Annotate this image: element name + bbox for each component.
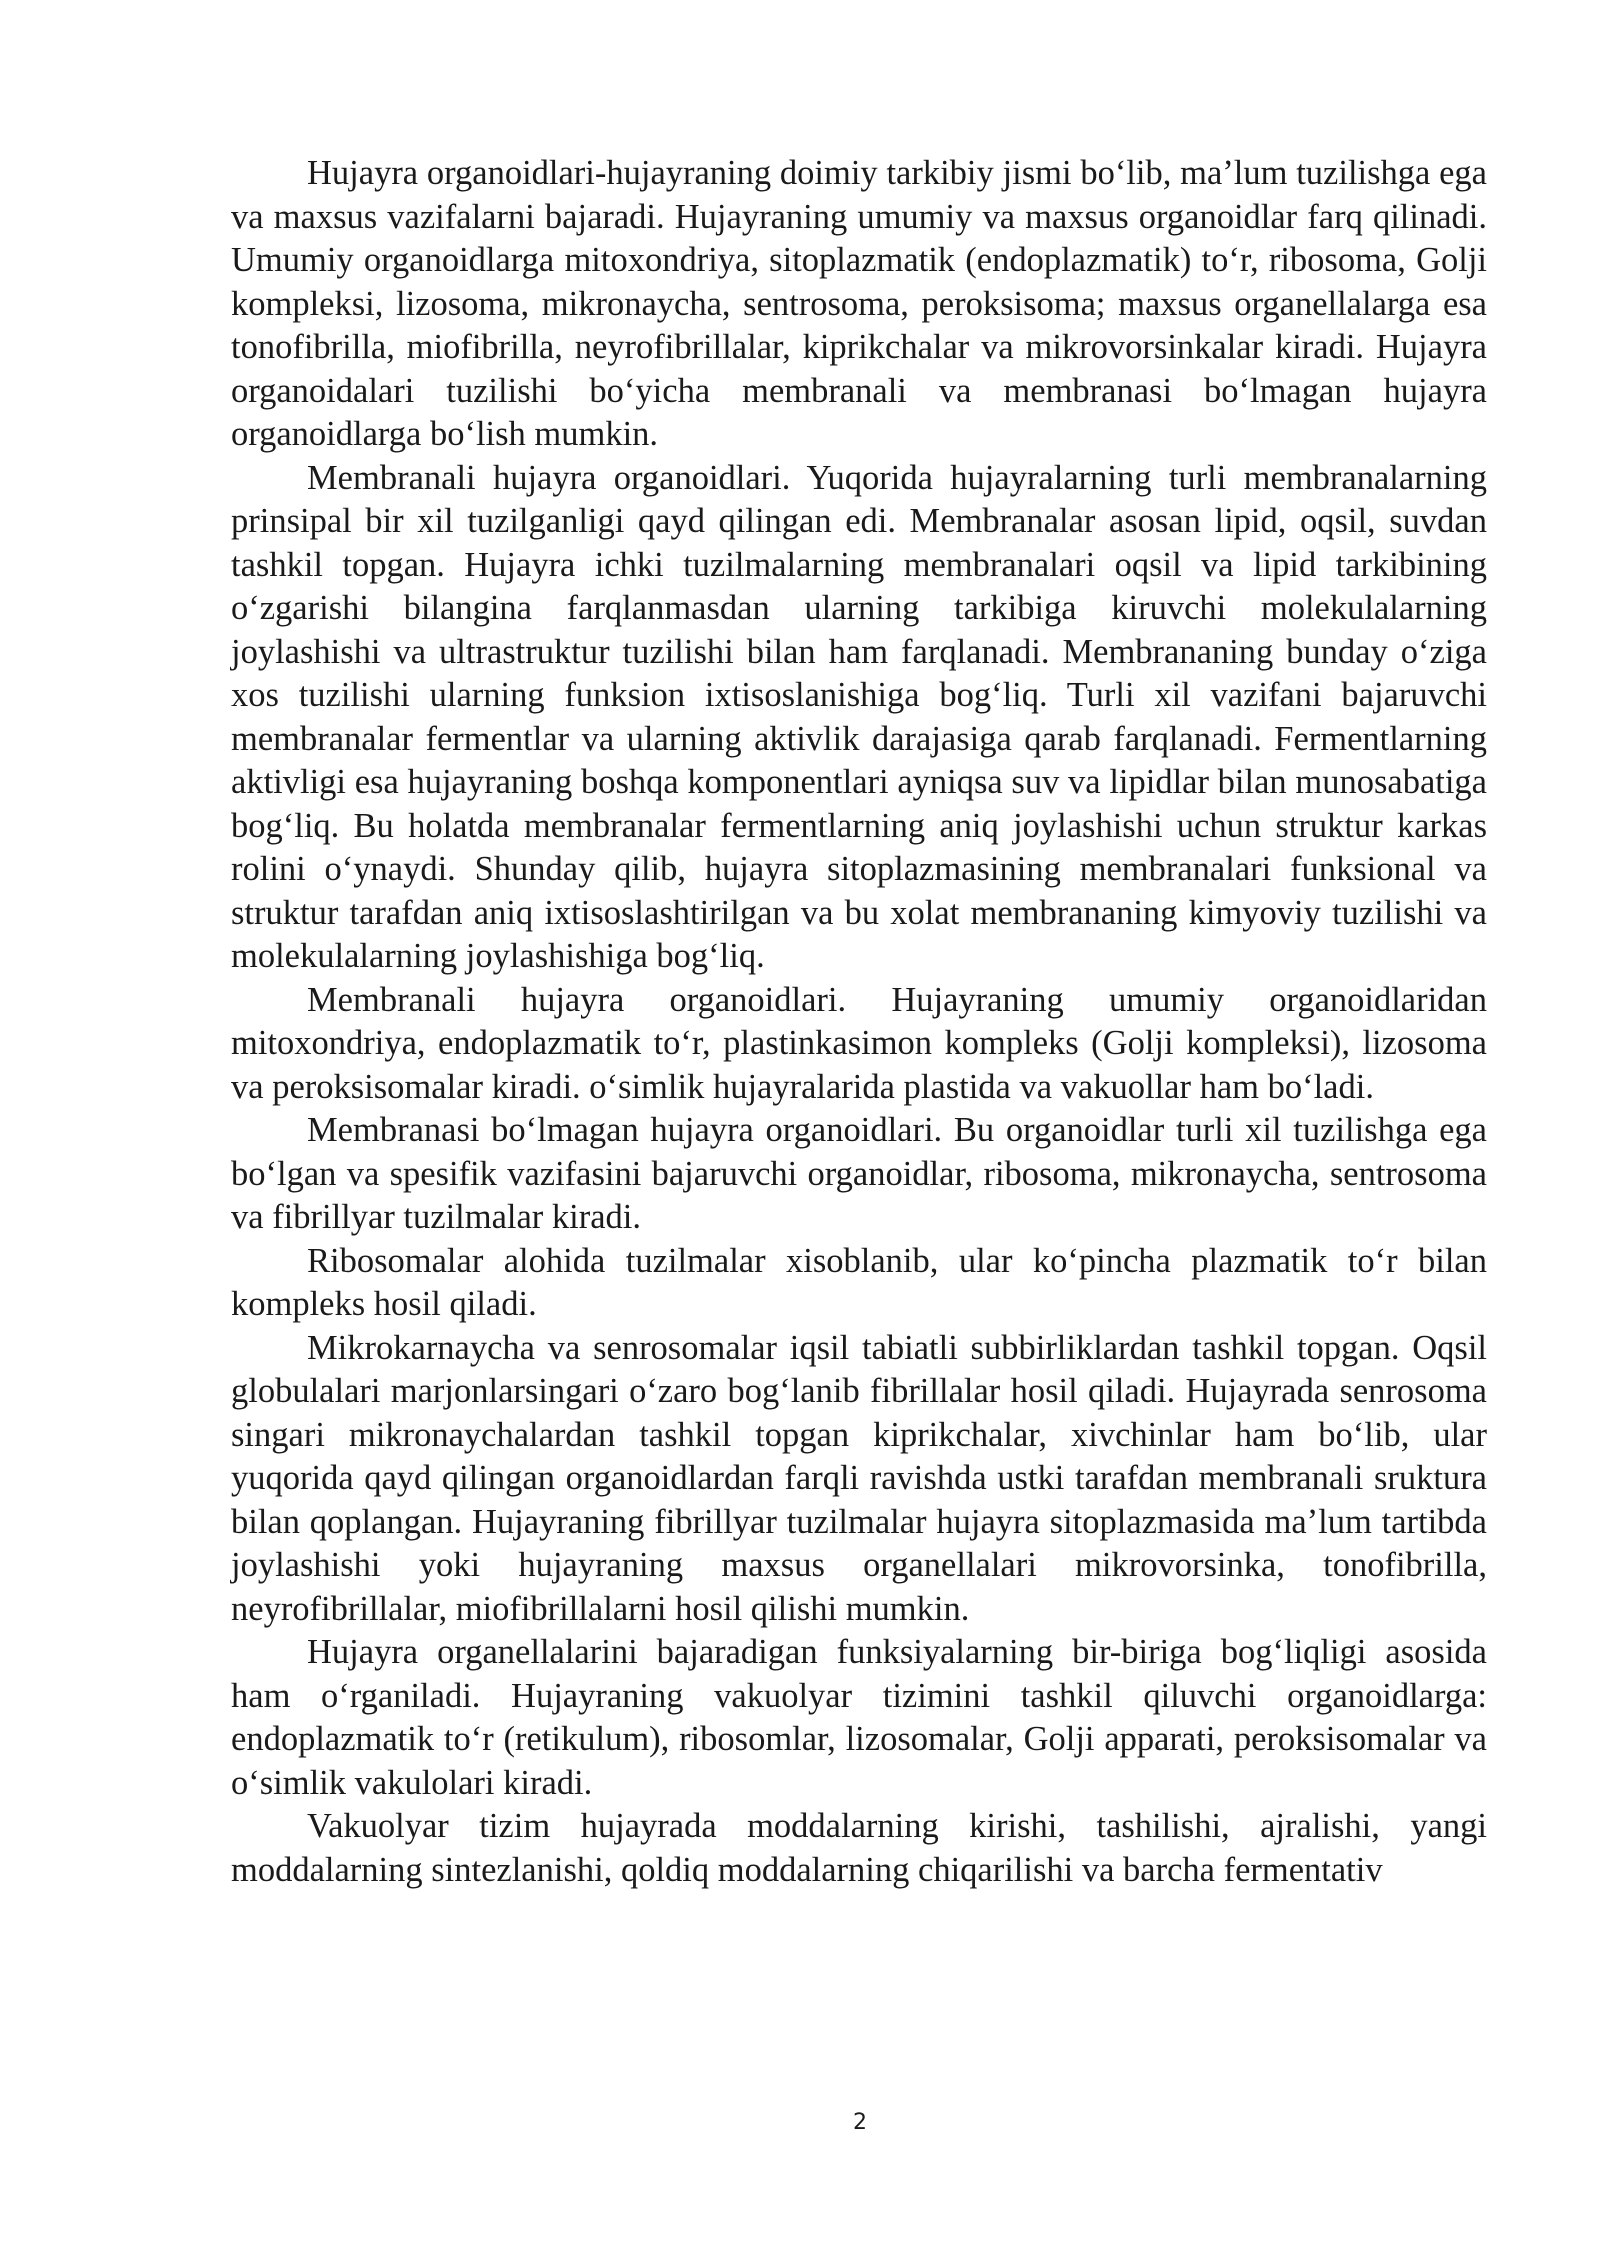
paragraph-vacuolar-system: Hujayra organellalarini bajaradigan funksiyalarning bir-biriga bogʻliqligi asosida ham oʻrganiladi. Hujayraning vakuolyar tizimini tashkil qiluvchi organoidlarga: endoplazmatik toʻr (retikulum), ribosomlar, lizosomalar, Golji apparati, peroksisomalar va oʻsimlik vakulolari kiradi. [231,1633,1487,1802]
paragraph-microtubules: Mikrokarnaycha va senrosomalar iqsil tabiatli subbirliklardan tashkil topgan. Oqsil globulalari marjonlarsingari oʻzaro bogʻlanib fibrillalar hosil qiladi. Hujayrada senrosoma singari mikronaychalardan tashkil topgan kiprikchalar, xivchinlar ham boʻlib, ular yuqorida qayd qilingan organoidlardan farqli ravishda ustki tarafdan membranali sruktura bilan qoplangan. Hujayraning fibrillyar tuzilmalar hujayra sitoplazmasida maʼlum tartibda joylashishi yoki hujayraning maxsus organellalari mikrovorsinka, tonofibrilla, neyrofibrillalar, miofibrillalarni hosil qilishi mumkin. [231,1328,1487,1628]
paragraph-membrane-organoids: Membranali hujayra organoidlari. Hujayraning umumiy organoidlaridan mitoxondriya, endoplazmatik toʻr, plastinkasimon kompleks (Golji kompleksi), lizosoma va peroksisomalar kiradi. oʻsimlik hujayralarida plastida va vakuollar ham boʻladi. [231,980,1487,1106]
paragraph-ribosomes: Ribosomalar alohida tuzilmalar xisoblanib, ular koʻpincha plazmatik toʻr bilan kompleks hosil qiladi. [231,1241,1487,1323]
paragraph-vacuolar-function: Vakuolyar tizim hujayrada moddalarning kirishi, tashilishi, ajralishi, yangi moddalarning sintezlanishi, qoldiq moddalarning chiqarilishi va barcha fermentativ [231,1807,1487,1889]
paragraph-non-membrane-organoids: Membranasi boʻlmagan hujayra organoidlari. Bu organoidlar turli xil tuzilishga ega boʻlgan va spesifik vazifasini bajaruvchi organoidlar, ribosoma, mikronaycha, sentrosoma va fibrillyar tuzilmalar kiradi. [231,1111,1487,1236]
paragraph-membrane-structure: Membranali hujayra organoidlari. Yuqorida hujayralarning turli membranalarning prinsipal bir xil tuzilganligi qayd qilingan edi. Membranalar asosan lipid, oqsil, suvdan tashkil topgan. Hujayra ichki tuzilmalarning membranalari oqsil va lipid tarkibining oʻzgarishi bilangina farqlanmasdan ularning tarkibiga kiruvchi molekulalarning joylashishi va ultrastruktur tuzilishi bilan ham farqlanadi. Membrananing bunday oʻziga xos tuzilishi ularning funksion ixtisoslanishiga bogʻliq. Turli xil vazifani bajaruvchi membranalar fermentlar va ularning aktivlik darajasiga qarab farqlanadi. Fermentlarning aktivligi esa hujayraning boshqa komponentlari ayniqsa suv va lipidlar bilan munosabatiga bogʻliq. Bu holatda membranalar fermentlarning aniq joylashishi uchun struktur karkas rolini oʻynaydi. Shunday qilib, hujayra sitoplazmasining membranalari funksional va struktur tarafdan aniq ixtisoslashtirilgan va bu xolat membrananing kimyoviy tuzilishi va molekulalarning joylashishiga bogʻliq. [231,458,1487,975]
page-number: 2 [853,2110,867,2135]
body-text [231,152,1487,1892]
paragraph-organoids-intro: Hujayra organoidlari-hujayraning doimiy tarkibiy jismi boʻlib, maʼlum tuzilishga ega va maxsus vazifalarni bajaradi. Hujayraning umumiy va maxsus organoidlar farq qilinadi. Umumiy organoidlarga mitoxondriya, sitoplazmatik (endoplazmatik) toʻr, ribosoma, Golji kompleksi, lizosoma, mikronaycha, sentrosoma, peroksisoma; maxsus organellalarga esa tonofibrilla, miofibrilla, neyrofibrillalar, kiprikchalar va mikrovorsinkalar kiradi. Hujayra organoidalari tuzilishi boʻyicha membranali va membranasi boʻlmagan hujayra organoidlarga boʻlish mumkin. [231,154,1487,453]
